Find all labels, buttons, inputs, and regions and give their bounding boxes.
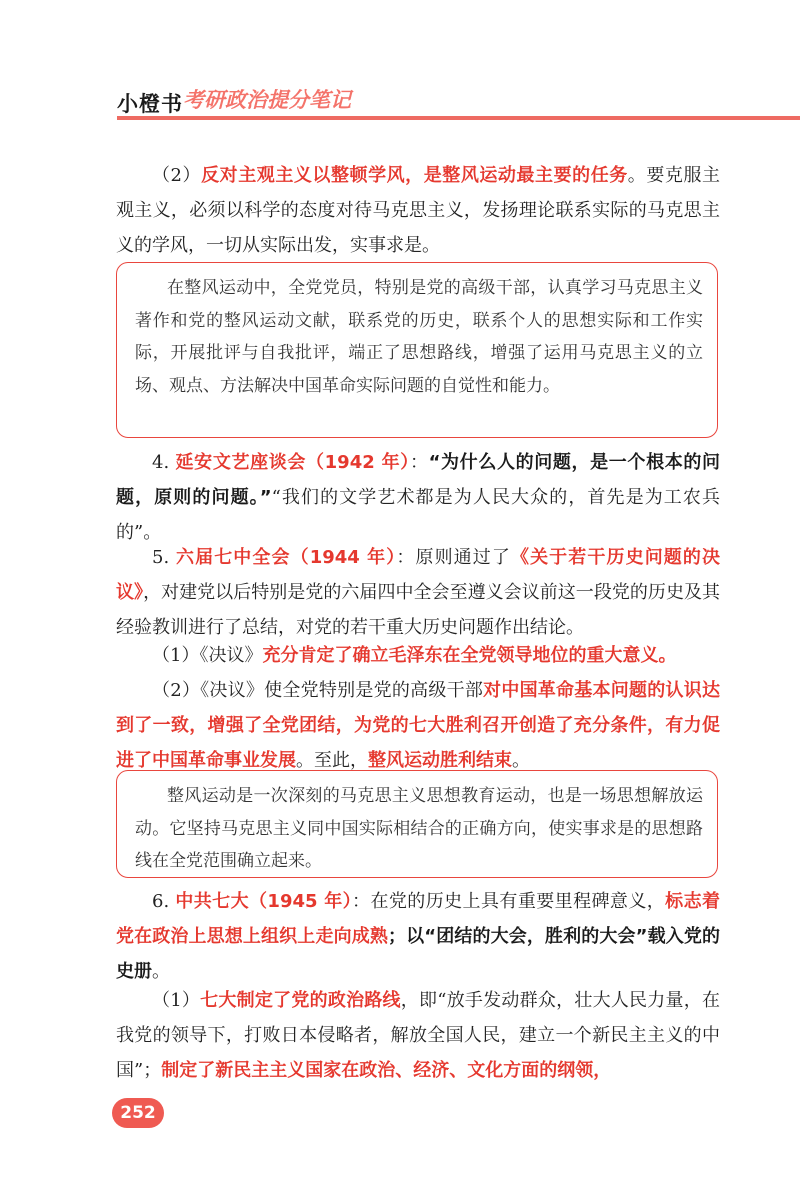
header-rule xyxy=(117,116,800,120)
note-box-2-text: 整风运动是一次深刻的马克思主义思想教育运动，也是一场思想解放运动。它坚持马克思主义同中国实际相结合的正确方向，使实事求是的思想路线在全党范围确立起来。 xyxy=(135,786,703,871)
item-6-paragraph xyxy=(116,884,720,989)
section-2-text: 。要克服主观主义，必须以科学的态度对待马克思主义，发扬理论联系实际的马克思主义的学风，一切从实际出发，实事求是。 xyxy=(116,165,721,256)
item-5-text: ，对建党以后特别是党的六届四中全会至遵义会议前这一段党的历史及其经验教训进行了总结，对党的若干重大历史问题作出结论。 xyxy=(116,582,720,638)
brand-title: 小橙书 xyxy=(117,92,183,116)
page-number-badge: 252 xyxy=(112,1098,164,1128)
item-6-number: 6. xyxy=(152,891,176,912)
item-6-text-mid: ：在党的历史上具有重要里程碑意义， xyxy=(352,891,666,912)
item-6-bold-text: ；以“团结的大会，胜利的大会”载入党的史册 xyxy=(116,926,720,982)
note-box-thought-liberation xyxy=(116,770,718,878)
item-5-1-paragraph xyxy=(116,638,720,673)
item-5-2-prefix: （2）《决议》使全党特别是党的高级干部 xyxy=(152,680,484,701)
item-5-paragraph xyxy=(116,540,720,645)
item-5-2-highlight-end: 整风运动胜利结束 xyxy=(368,750,512,771)
item-6-1-highlight-program: 制定了新民主主义国家在政治、经济、文化方面的纲领， xyxy=(161,1060,612,1081)
note-box-rectification xyxy=(116,262,718,438)
item-4-number: 4. xyxy=(152,452,176,473)
item-5-2-text-mid: 。至此， xyxy=(296,750,368,771)
note-box-1-text: 在整风运动中，全党党员，特别是党的高级干部，认真学习马克思主义著作和党的整风运动文献，联系党的历史，联系个人的思想实际和工作实际，开展批评与自我批评，端正了思想路线，增强了运用马克思主义的立场、观点、方法解决中国革命实际问题的自觉性和能力。 xyxy=(135,278,703,396)
item-6-1-highlight-line: 七大制定了党的政治路线 xyxy=(200,990,401,1011)
item-5-1-prefix: （1）《决议》 xyxy=(152,645,263,666)
section-2-paragraph xyxy=(116,158,720,263)
item-4-quote-bold: “为什么人的问题，是一个根本的问题，原则的问题。” xyxy=(116,452,720,508)
item-5-number: 5. xyxy=(152,547,176,568)
item-5-text-mid: ：原则通过了 xyxy=(396,547,511,568)
item-4-colon: ： xyxy=(409,452,429,473)
item-4-text: “我们的文学艺术都是为人民大众的，首先是为工农兵的”。 xyxy=(116,487,720,543)
item-5-1-highlight: 充分肯定了确立毛泽东在全党领导地位的重大意义。 xyxy=(262,645,677,666)
item-6-period: 。 xyxy=(152,961,170,982)
item-5-highlight-resolution: 《关于若干历史问题的决议》 xyxy=(116,547,720,603)
page-header xyxy=(117,82,800,122)
item-5-2-period: 。 xyxy=(512,750,530,771)
item-4-highlight: 延安文艺座谈会（1942 年） xyxy=(175,452,410,473)
item-6-1-text: ，即“放手发动群众，壮大人民力量，在我党的领导下，打败日本侵略者，解放全国人民，建立一个新民主主义的中国”； xyxy=(116,990,721,1081)
item-4-paragraph xyxy=(116,445,720,550)
item-6-highlight-congress: 中共七大（1945 年） xyxy=(175,891,353,912)
item-5-highlight-session: 六届七中全会（1944 年） xyxy=(176,547,397,568)
item-5-2-paragraph xyxy=(116,673,720,778)
item-6-1-paragraph xyxy=(116,983,720,1088)
section-2-highlight: 反对主观主义以整顿学风，是整风运动最主要的任务 xyxy=(201,165,628,186)
book-subtitle: 考研政治提分笔记 xyxy=(183,88,351,112)
item-6-1-prefix: （1） xyxy=(152,990,201,1011)
section-2-prefix: （2） xyxy=(152,165,202,186)
item-6-highlight-maturity: 标志着党在政治上思想上组织上走向成熟 xyxy=(116,891,721,947)
item-5-2-highlight: 对中国革命基本问题的认识达到了一致，增强了全党团结，为党的七大胜利召开创造了充分条件，有力促进了中国革命事业发展 xyxy=(116,680,720,771)
